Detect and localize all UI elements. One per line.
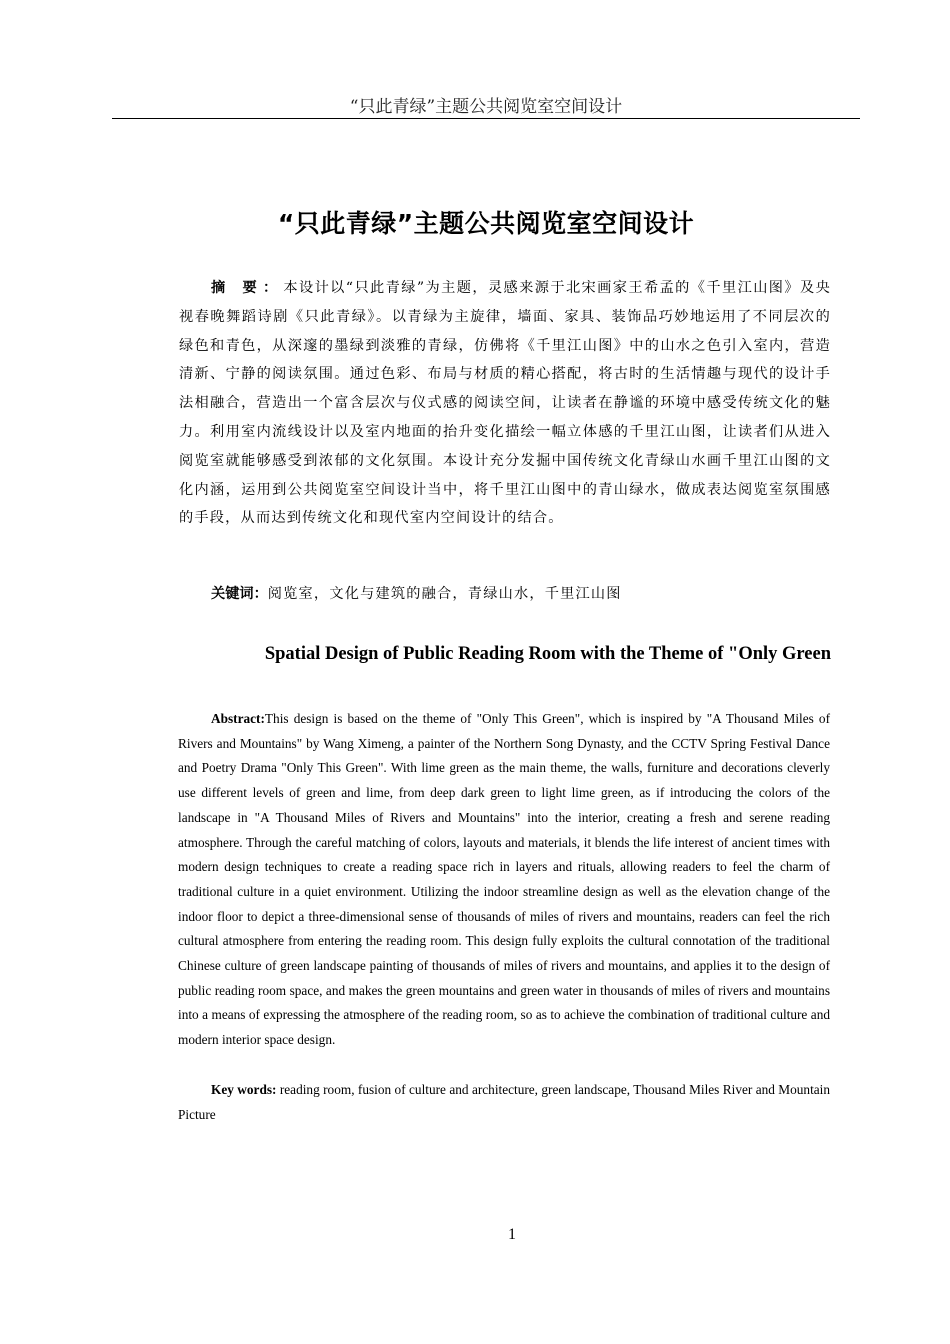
header-rule [112,118,860,119]
chinese-title: “只此青绿”主题公共阅览室空间设计 [277,209,695,238]
english-keywords-label: Key words: [211,1082,277,1097]
english-abstract-label: Abstract: [211,711,265,726]
chinese-abstract-text: 本设计以“只此青绿”为主题，灵感来源于北宋画家王希孟的《千里江山图》及央视春晚舞蹈诗剧《只此青绿》。以青绿为主旋律，墙面、家具、装饰品巧妙地运用了不同层次的绿色和青色，从深邃的墨绿到淡雅的青绿，仿佛将《千里江山图》中的山水之色引入室内，营造清新、宁静的阅读氛围。通过色彩、布局与材质的精心搭配，将古时的生活情趣与现代的设计手法相融合，营造出一个富含层次与仪式感的阅读空间，让读者在静谧的环境中感受传统文化的魅力。利用室内流线设计以及室内地面的抬升变化描绘一幅立体感的千里江山图，让读者们从进入阅览室就能够感受到浓郁的文化氛围。本设计充分发掘中国传统文化青绿山水画千里江山图的文化内涵，运用到公共阅览室空间设计当中，将千里江山图中的青山绿水，做成表达阅览室氛围感的手段，从而达到传统文化和现代室内空间设计的结合。 [179,280,831,527]
page-number: 1 [508,1226,516,1243]
english-abstract [178,707,830,1053]
english-title: Spatial Design of Public Reading Room with the Theme of "Only Green [264,644,831,664]
chinese-keywords-label: 关键词： [211,586,268,602]
english-keywords-text: reading room, fusion of culture and architecture, green landscape, Thousand Miles River and Mountain Picture [178,1082,831,1122]
chinese-abstract-label: 摘 要： [211,280,284,296]
english-keywords [178,1078,830,1127]
chinese-keywords [179,580,831,608]
chinese-abstract [179,274,831,533]
chinese-keywords-text: 阅览室，文化与建筑的融合，青绿山水，千里江山图 [267,586,622,602]
english-abstract-text: This design is based on the theme of "Only This Green", which is inspired by "A Thousand Miles of Rivers and Mountains" by Wang Ximeng, a painter of the Northern Song Dynasty, and the CCTV Spring Festival Dance and Poetry Drama "Only This Green". With lime green as the main theme, the walls, furniture and decorations cleverly use different levels of green and lime, from deep dark green to light lime green, as if introducing the colors of the landscape in "A Thousand Miles of Rivers and Mountains" into the interior, creating a fresh and serene reading atmosphere. Through the careful matching of colors, layouts and materials, it blends the life interest of ancient times with modern design techniques to create a reading space rich in layers and rituals, allowing readers to feel the charm of traditional culture in a quiet environment. Utilizing the indoor streamline design as well as the elevation change of the indoor floor to depict a three-dimensional sense of thousands of miles of rivers and mountains, readers can feel the rich cultural atmosphere from entering the reading room. This design fully exploits the cultural connotation of the traditional Chinese culture of green landscape painting of thousands of miles of rivers and mountains, and applies it to the design of public reading room space, and makes the green mountains and green water in thousands of miles of rivers and mountains into a means of expressing the atmosphere of the reading room, so as to achieve the combination of traditional culture and modern interior space design. [178,711,830,1048]
running-header: “只此青绿”主题公共阅览室空间设计 [349,97,623,117]
